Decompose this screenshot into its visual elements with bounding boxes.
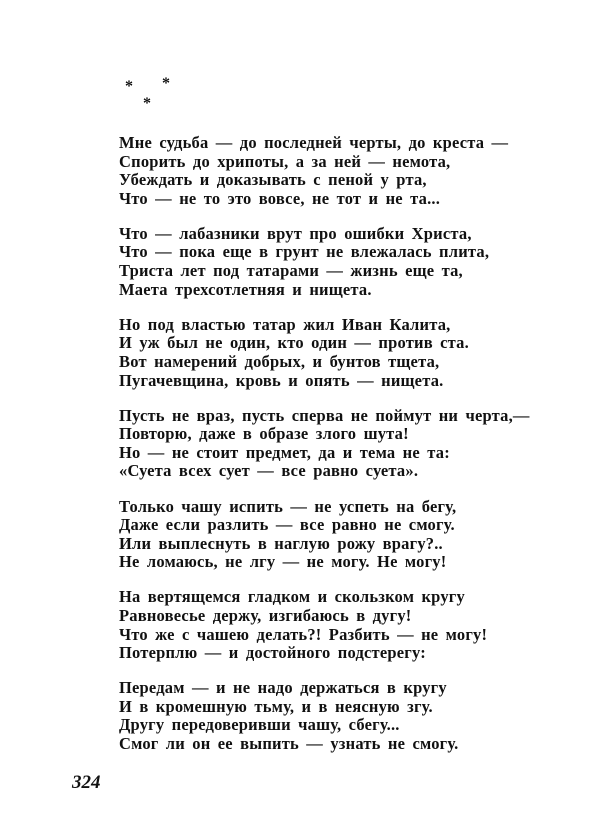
poem-line: Равновесье держу, изгибаюсь в дугу! bbox=[119, 605, 412, 625]
poem-line: Маета трехсотлетняя и нищета. bbox=[119, 279, 372, 299]
section-break-asterisks bbox=[120, 76, 180, 116]
poem-line: Только чашу испить — не успеть на бегу, bbox=[119, 496, 457, 516]
stanza bbox=[119, 498, 529, 572]
poem-line: Что же с чашею делать?! Разбить — не могу! bbox=[119, 624, 488, 644]
poem-line: «Суета всех сует — все равно суета». bbox=[119, 461, 419, 481]
poem-line: Не ломаюсь, не лгу — не могу. Не могу! bbox=[119, 552, 447, 572]
asterisk: * bbox=[143, 95, 151, 112]
stanza bbox=[119, 316, 529, 390]
poem-line: Пусть не враз, пусть сперва не поймут ни черта,— bbox=[119, 405, 530, 425]
poem-line: Повторю, даже в образе злого шута! bbox=[119, 424, 409, 444]
poem-line: Что — не то это вовсе, не тот и не та... bbox=[119, 188, 441, 208]
poem-line: На вертящемся гладком и скользком кругу bbox=[119, 587, 465, 607]
poem-line: Убеждать и доказывать с пеной у рта, bbox=[119, 170, 427, 190]
poem-line: Но — не стоит предмет, да и тема не та: bbox=[119, 442, 450, 462]
poem-line: Спорить до хрипоты, а за ней — немота, bbox=[119, 151, 451, 171]
poem-line: Мне судьба — до последней черты, до креста — bbox=[119, 133, 509, 152]
poem-line: Что — пока еще в грунт не влежалась плита, bbox=[119, 242, 490, 262]
poem-line: Даже если разлить — все равно не смогу. bbox=[119, 515, 455, 535]
poem-line: Но под властью татар жил Иван Калита, bbox=[119, 314, 451, 334]
asterisk: * bbox=[162, 75, 170, 92]
stanza bbox=[119, 679, 529, 753]
stanza bbox=[119, 407, 529, 481]
poem-body bbox=[119, 134, 529, 770]
stanza bbox=[119, 134, 529, 208]
page-number: 324 bbox=[72, 772, 101, 793]
poem-line: Пугачевщина, кровь и опять — нищета. bbox=[119, 370, 444, 390]
stanza bbox=[119, 225, 529, 299]
poem-line: Вот намерений добрых, и бунтов тщета, bbox=[119, 351, 440, 371]
poem-line: Или выплеснуть в наглую рожу врагу?.. bbox=[119, 533, 443, 553]
stanza bbox=[119, 588, 529, 662]
poem-line: Другу передоверивши чашу, сбегу... bbox=[119, 715, 400, 735]
poem-line: Триста лет под татарами — жизнь еще та, bbox=[119, 261, 463, 281]
poem-line: Что — лабазники врут про ошибки Христа, bbox=[119, 223, 472, 243]
poem-line: Смог ли он ее выпить — узнать не смогу. bbox=[119, 734, 459, 754]
poem-line: И в кромешную тьму, и в неясную згу. bbox=[119, 696, 433, 716]
poem-line: Передам — и не надо держаться в кругу bbox=[119, 678, 447, 698]
poem-line: Потерплю — и достойного подстерегу: bbox=[119, 643, 426, 663]
poem-line: И уж был не один, кто один — против ста. bbox=[119, 333, 469, 353]
asterisk: * bbox=[125, 78, 133, 95]
